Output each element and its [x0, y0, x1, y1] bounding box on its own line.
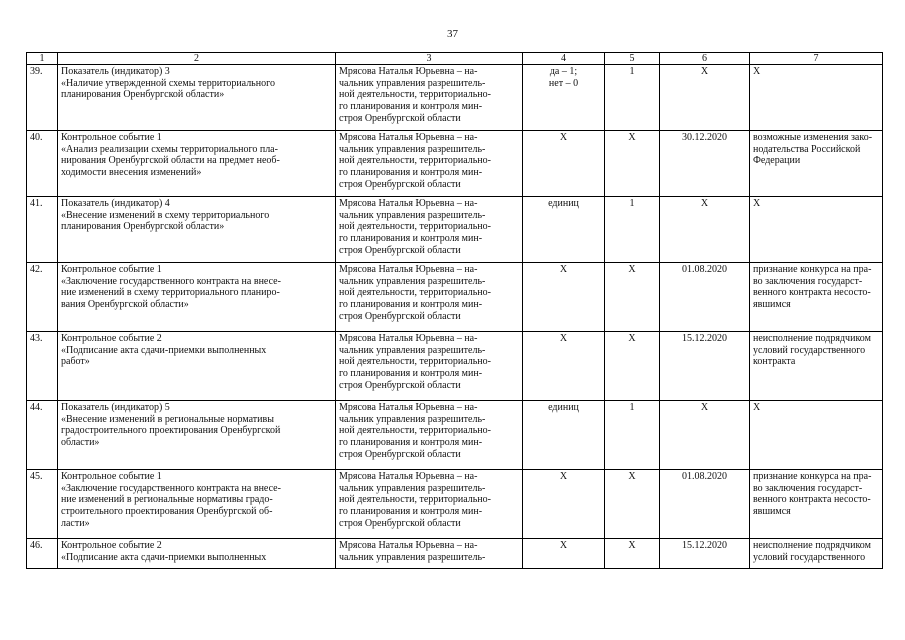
- cell-line: ние изменений в схему территориального планиро-: [61, 287, 280, 299]
- table-row: [27, 131, 883, 197]
- cell-line: единиц: [548, 198, 579, 209]
- row-risk: [750, 332, 883, 401]
- row-number: 40.: [27, 131, 58, 197]
- table-row: [27, 65, 883, 131]
- cell-line: Мрясова Наталья Юрьевна – на-: [339, 333, 478, 344]
- cell-line: строя Оренбургской области: [339, 379, 461, 391]
- cell-line: го планирования и контроля мин-: [339, 437, 483, 449]
- row-unit: [523, 539, 605, 569]
- cell-line: Мрясова Наталья Юрьевна – на-: [339, 66, 478, 77]
- row-base-value: 1: [605, 401, 660, 470]
- cell-line: Контрольное событие 2: [61, 540, 162, 551]
- cell-line: чальник управления разрешитель-: [339, 413, 486, 425]
- cell-line: X: [753, 402, 761, 413]
- cell-line: области»: [61, 437, 100, 449]
- cell-line: строя Оренбургской области: [339, 178, 461, 190]
- row-description: [58, 332, 336, 401]
- cell-line: строя Оренбургской области: [339, 448, 461, 460]
- row-responsible: [336, 65, 523, 131]
- row-base-value: X: [605, 539, 660, 569]
- row-risk: [750, 65, 883, 131]
- row-unit: [523, 263, 605, 332]
- cell-line: ходимости внесения изменений»: [61, 167, 202, 179]
- cell-line: да – 1;: [549, 66, 578, 77]
- cell-line: условий государственного: [753, 551, 866, 563]
- cell-line: «Заключение государственного контракта на внесе-: [61, 275, 281, 287]
- cell-line: ной деятельности, территориально-: [339, 155, 491, 167]
- cell-line: «Заключение государственного контракта на внесе-: [61, 482, 281, 494]
- cell-line: Мрясова Наталья Юрьевна – на-: [339, 132, 478, 143]
- cell-line: планирования Оренбургской области»: [61, 89, 225, 101]
- cell-line: единиц: [548, 402, 579, 413]
- row-number: 46.: [27, 539, 58, 569]
- cell-line: ной деятельности, территориально-: [339, 494, 491, 506]
- cell-line: го планирования и контроля мин-: [339, 233, 483, 245]
- row-risk: [750, 263, 883, 332]
- cell-line: чальник управления разрешитель-: [339, 344, 486, 356]
- row-base-value: X: [605, 131, 660, 197]
- cell-line: ной деятельности, территориально-: [339, 287, 491, 299]
- row-number: 44.: [27, 401, 58, 470]
- cell-line: го планирования и контроля мин-: [339, 506, 483, 518]
- cell-line: планирования Оренбургской области»: [61, 221, 225, 233]
- cell-line: «Подписание акта сдачи-приемки выполненных: [61, 551, 267, 563]
- row-number: 45.: [27, 470, 58, 539]
- cell-line: Показатель (индикатор) 3: [61, 66, 170, 77]
- cell-line: возможные изменения зако-: [753, 132, 873, 143]
- table-row: [27, 539, 883, 569]
- row-number: 39.: [27, 65, 58, 131]
- row-responsible: [336, 401, 523, 470]
- header-col-6: 6: [660, 53, 750, 65]
- cell-line: нирования Оренбургской области на предмет необ-: [61, 155, 280, 167]
- cell-line: Мрясова Наталья Юрьевна – на-: [339, 471, 478, 482]
- row-unit: [523, 470, 605, 539]
- table-header-row: [27, 53, 883, 65]
- row-risk: [750, 539, 883, 569]
- page-number: 37: [447, 28, 458, 40]
- cell-line: чальник управления разрешитель-: [339, 209, 486, 221]
- cell-line: строя Оренбургской области: [339, 310, 461, 322]
- row-base-value: 1: [605, 65, 660, 131]
- row-responsible: [336, 131, 523, 197]
- cell-line: нет – 0: [548, 77, 579, 89]
- row-deadline: 30.12.2020: [660, 131, 750, 197]
- cell-line: ной деятельности, территориально-: [339, 356, 491, 368]
- cell-line: неисполнение подрядчиком: [753, 333, 871, 344]
- cell-line: Показатель (индикатор) 4: [61, 198, 170, 209]
- cell-line: строя Оренбургской области: [339, 517, 461, 529]
- row-risk: [750, 197, 883, 263]
- row-description: [58, 65, 336, 131]
- row-responsible: [336, 263, 523, 332]
- table-body: [27, 65, 883, 569]
- row-unit: [523, 197, 605, 263]
- row-deadline: X: [660, 65, 750, 131]
- cell-line: признание конкурса на пра-: [753, 264, 872, 275]
- row-risk: [750, 470, 883, 539]
- cell-line: Мрясова Наталья Юрьевна – на-: [339, 402, 478, 413]
- cell-line: работ»: [61, 356, 90, 368]
- cell-line: го планирования и контроля мин-: [339, 167, 483, 179]
- row-number: 41.: [27, 197, 58, 263]
- cell-line: неисполнение подрядчиком: [753, 540, 871, 551]
- cell-line: Мрясова Наталья Юрьевна – на-: [339, 198, 478, 209]
- header-col-1: 1: [27, 53, 58, 65]
- header-col-4: 4: [523, 53, 605, 65]
- cell-line: венного контракта несосто-: [753, 494, 871, 506]
- cell-line: чальник управления разрешитель-: [339, 77, 486, 89]
- cell-line: X: [559, 471, 568, 482]
- cell-line: Мрясова Наталья Юрьевна – на-: [339, 264, 478, 275]
- row-risk: [750, 131, 883, 197]
- row-deadline: X: [660, 401, 750, 470]
- row-deadline: 01.08.2020: [660, 263, 750, 332]
- row-deadline: X: [660, 197, 750, 263]
- row-description: [58, 263, 336, 332]
- header-col-5: 5: [605, 53, 660, 65]
- header-col-2: 2: [58, 53, 336, 65]
- cell-line: чальник управления разрешитель-: [339, 275, 486, 287]
- table-row: [27, 470, 883, 539]
- cell-line: Контрольное событие 1: [61, 471, 162, 482]
- cell-line: «Наличие утвержденной схемы территориального: [61, 77, 275, 89]
- row-responsible: [336, 332, 523, 401]
- header-col-3: 3: [336, 53, 523, 65]
- cell-line: ние изменений в региональные нормативы градо-: [61, 494, 273, 506]
- cell-line: чальник управления разрешитель-: [339, 551, 486, 563]
- cell-line: строя Оренбургской области: [339, 112, 461, 124]
- cell-line: «Анализ реализации схемы территориального пла-: [61, 143, 278, 155]
- cell-line: явшимся: [753, 299, 791, 311]
- cell-line: X: [559, 132, 568, 143]
- table-row: [27, 332, 883, 401]
- row-base-value: X: [605, 470, 660, 539]
- cell-line: «Подписание акта сдачи-приемки выполненных: [61, 344, 267, 356]
- indicators-table: [26, 52, 883, 569]
- row-base-value: X: [605, 263, 660, 332]
- row-base-value: X: [605, 332, 660, 401]
- table-row: [27, 263, 883, 332]
- row-base-value: 1: [605, 197, 660, 263]
- row-unit: [523, 65, 605, 131]
- cell-line: ной деятельности, территориально-: [339, 425, 491, 437]
- row-deadline: 15.12.2020: [660, 332, 750, 401]
- row-responsible: [336, 470, 523, 539]
- table-row: [27, 197, 883, 263]
- cell-line: чальник управления разрешитель-: [339, 482, 486, 494]
- cell-line: «Внесение изменений в схему территориального: [61, 209, 270, 221]
- row-unit: [523, 131, 605, 197]
- row-unit: [523, 332, 605, 401]
- row-unit: [523, 401, 605, 470]
- cell-line: признание конкурса на пра-: [753, 471, 872, 482]
- row-risk: [750, 401, 883, 470]
- cell-line: Мрясова Наталья Юрьевна – на-: [339, 540, 478, 551]
- header-col-7: 7: [750, 53, 883, 65]
- cell-line: во заключения государст-: [753, 275, 863, 287]
- cell-line: условий государственного: [753, 344, 866, 356]
- row-responsible: [336, 539, 523, 569]
- table-row: [27, 401, 883, 470]
- cell-line: ласти»: [61, 517, 90, 529]
- row-description: [58, 197, 336, 263]
- cell-line: строительного проектирования Оренбургской об-: [61, 506, 273, 518]
- cell-line: нодательства Российской: [753, 143, 861, 155]
- cell-line: венного контракта несосто-: [753, 287, 871, 299]
- cell-line: го планирования и контроля мин-: [339, 299, 483, 311]
- row-deadline: 01.08.2020: [660, 470, 750, 539]
- cell-line: Показатель (индикатор) 5: [61, 402, 170, 413]
- cell-line: строя Оренбургской области: [339, 244, 461, 256]
- row-description: [58, 470, 336, 539]
- row-number: 43.: [27, 332, 58, 401]
- cell-line: X: [753, 198, 761, 209]
- cell-line: во заключения государст-: [753, 482, 863, 494]
- row-description: [58, 131, 336, 197]
- cell-line: X: [559, 333, 568, 344]
- cell-line: явшимся: [753, 506, 791, 518]
- row-number: 42.: [27, 263, 58, 332]
- cell-line: Контрольное событие 2: [61, 333, 162, 344]
- row-description: [58, 539, 336, 569]
- cell-line: X: [559, 540, 568, 551]
- cell-line: X: [559, 264, 568, 275]
- cell-line: чальник управления разрешитель-: [339, 143, 486, 155]
- row-deadline: 15.12.2020: [660, 539, 750, 569]
- cell-line: «Внесение изменений в региональные нормативы: [61, 413, 274, 425]
- cell-line: контракта: [753, 356, 796, 368]
- cell-line: градостроительного проектирования Оренбургской: [61, 425, 281, 437]
- cell-line: Контрольное событие 1: [61, 132, 162, 143]
- cell-line: го планирования и контроля мин-: [339, 368, 483, 380]
- cell-line: вания Оренбургской области»: [61, 299, 189, 311]
- row-description: [58, 401, 336, 470]
- cell-line: ной деятельности, территориально-: [339, 89, 491, 101]
- cell-line: го планирования и контроля мин-: [339, 101, 483, 113]
- cell-line: Федерации: [753, 155, 801, 167]
- row-responsible: [336, 197, 523, 263]
- cell-line: X: [753, 66, 761, 77]
- cell-line: Контрольное событие 1: [61, 264, 162, 275]
- cell-line: ной деятельности, территориально-: [339, 221, 491, 233]
